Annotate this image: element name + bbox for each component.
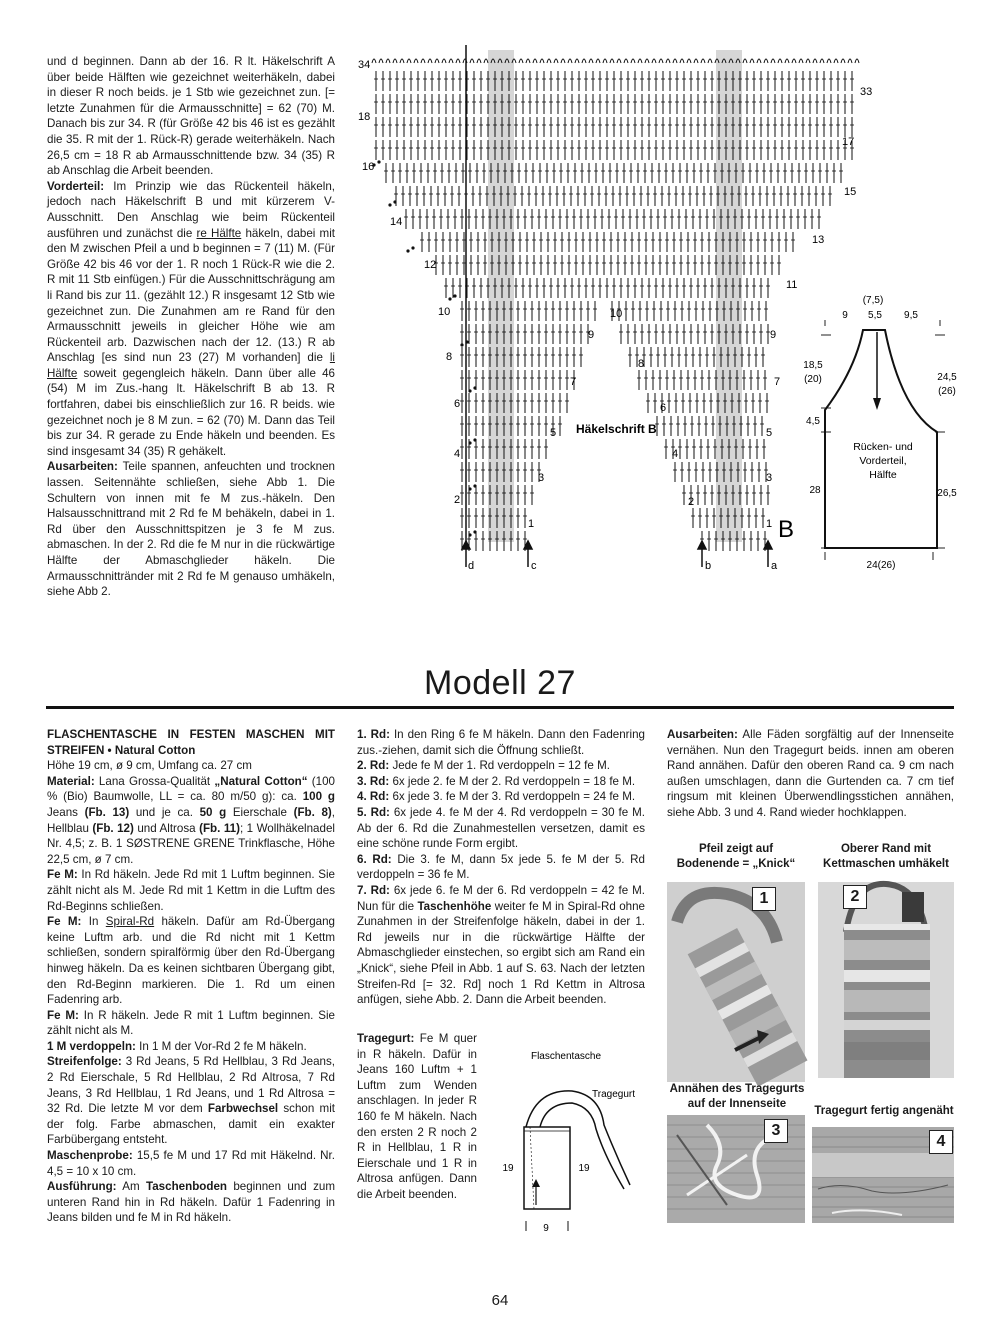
row-number: 3 [538,472,545,484]
round-text: In den Ring 6 fe M häkeln. Dann den Fadenring zus.-ziehen, damit sich die Öffnung schließt. [357,728,645,757]
row-number: 18 [358,111,371,123]
streifen-text: 3 Rd Jeans, 5 Rd Hellblau, 3 Rd Jeans, 2 Rd Eierschale, 5 Rd Hellblau, 2 Rd Altrosa, 7 Rd Jeans, 3 Rd Hellblau, 1 Rd Jeans, und 1 Rd Altrosa = 32 Rd. Die letzte M vor dem [47,1055,335,1116]
row-number: 7 [570,376,577,388]
material-paragraph [47,774,335,868]
stitch-mark [400,59,404,63]
stitch-mark [652,59,656,63]
stitch-mark [617,59,621,63]
row-number: 12 [424,259,437,271]
stitch-dot [377,160,380,163]
fe-m-text: In Rd häkeln. Jede Rd mit 1 Luftm beginnen. Sie zählt nicht als M. Jede Rd mit 1 Kettm in die Luftm des Rd-Beginns schließen. [47,868,335,913]
page-number: 64 [491,1292,509,1309]
paragraph-rueckenteil-end: und d beginnen. Dann ab der 16. R lt. Häkelschrift A über beide Hälften wie gezeichnet weiterhäkeln, dabei in dieser R noch beids. je 1 Stb wie gezeichnet zun. [= letzte Zunahmen für die Armausschnitte] = 62 (70) M. Danach bis zur 34. R (für Größe 42 bis 46 ist es gezählt die 35. R mit der 1. Rück-R) gerade weiterhäkeln. Nach 26,5 cm = 18 R ab Armausschnittende bzw. 34 (35) R ab Anschlag die Arbeit beenden. [47,55,335,178]
round-label: 5. Rd: [357,805,390,819]
stitch-mark [708,59,712,63]
stitch-mark [456,59,460,63]
arrow-label-b: b [705,560,712,572]
row-number: 9 [770,329,777,341]
streifenfolge [47,1054,335,1148]
vorderteil-text-a: Im Prinzip wie das Rückenteil häkeln, jedoch nach Häkelschrift B und mit kürzerem V-Ausschnitt. Den Anschlag wie beim Rückenteil ausführen und zunächst die [47,179,335,240]
sketch-strap-label: Tragegurt [592,1089,635,1100]
stitch-mark [435,59,439,63]
stitch-mark [393,59,397,63]
round-label: 6. Rd: [357,852,392,866]
photo-2-caption: Oberer Rand mit Kettmaschen umhäkelt [823,843,949,870]
row-number: 4 [672,448,679,460]
streifen-label: Streifenfolge: [47,1055,122,1069]
round-5 [357,805,645,852]
stitch-dot [393,200,396,203]
stitch-dot [468,441,471,444]
maschenprobe [47,1148,335,1179]
round-text: weiter fe M in Spiral-Rd ohne Zunahmen in der Streifenfolge häkeln, dabei in der 1. Rd jeweils nur in die rückwärtige Hälfte der Abmaschglieder einstechen, so ergibt sich am Rand ein „Knick“, siehe Pfeil in Abb. 1 auf S. 63. Nach der letzten Streifen-Rd [= 32. Rd] noch 1 Rd Kettm in Altrosa anfügen, siehe Abb. 2. Dann die Arbeit beenden. [357,899,646,1007]
stitch-mark [379,59,383,63]
stitch-mark [687,59,691,63]
photo-4-badge: 4 [929,1130,953,1154]
round-1 [357,727,645,758]
stitch-mark [470,59,474,63]
dim-right-2: (26) [938,386,956,397]
dim-right-3: 26,5 [937,488,957,499]
verdoppeln [47,1039,335,1055]
round-7 [357,883,645,1008]
row-number: 6 [660,402,667,414]
stitch-mark [764,59,768,63]
stitch-mark [813,59,817,63]
dim-left-2: (20) [804,374,822,385]
fe-m-rounds [47,867,335,914]
ausfuehrung-text: Am [116,1180,147,1194]
ausfuehrung [47,1179,335,1226]
stitch-mark [743,59,747,63]
material-text: Jeans [47,805,85,819]
dim-top-left: 9 [842,310,848,321]
stitch-mark [484,59,488,63]
stitch-mark [834,59,838,63]
stitch-mark [631,59,635,63]
material-text: 50 g [199,805,227,819]
stitch-mark [575,59,579,63]
stitch-dot [468,389,471,392]
row-number: 13 [812,234,825,246]
ausarbeiten-label: Ausarbeiten: [47,460,118,474]
stitch-mark [407,59,411,63]
stitch-mark [778,59,782,63]
stitch-mark [610,59,614,63]
row-number: 1 [528,518,535,530]
stitch-dot [460,343,463,346]
material-text: und Altrosa [133,821,200,835]
bag-sketch [480,1045,650,1235]
stitch-mark [666,59,670,63]
schematic-label-1: Rücken- und [853,441,913,453]
stitch-dot [473,484,476,487]
stitch-mark [820,59,824,63]
stitch-dot [411,246,414,249]
photo-4-caption: Tragegurt fertig angenäht [814,1105,954,1117]
stitch-mark [568,59,572,63]
photo-1-caption: Pfeil zeigt auf Bodenende = „Knick“ [676,843,796,870]
photo-1 [667,882,805,1082]
ausfuehrung-text: beginnen und zum unteren Rand hin in Rd häkeln. Dafür 1 Fadenring in Jeans bilden und fe M in Rd häkeln. [47,1180,335,1225]
stitch-mark [694,59,698,63]
vorderteil-label: Vorderteil: [47,179,105,193]
photo-2 [818,882,954,1078]
sketch-height-left: 19 [502,1163,514,1174]
row-number: 11 [786,279,798,291]
ausarbeiten-text: Teile spannen, anfeuchten und trocknen lassen. Seitennähte schließen, siehe Abb 1. Die Schultern von innen mit fe M zus.-häkeln. Den Halsausschnittrand mit 2 Rd fe M behäkeln, dabei in 1. Rd über den Ausschnittspitzen je 3 fe M zus. abmaschen. In der 2. Rd die fe M nur in die rückwärtige Hälfte der Abmaschglieder häkeln. Die Armausschnittränder mit 2 Rd fe M genauso umhäkeln, siehe Abb 2. [47,460,335,599]
material-text: (Fb. 11) [199,821,240,835]
ausarbeiten-label-2: Ausarbeiten: [667,728,738,741]
stitch-mark [533,59,537,63]
dim-top-right: 9,5 [904,310,918,321]
stitch-mark [603,59,607,63]
fe-m-text: In R häkeln. Jede R mit 1 Luftm beginnen. Sie zählt nicht als M. [47,1008,335,1038]
round-text: 6x jede 2. fe M der 2. Rd verdoppeln = 18 fe M. [389,774,636,788]
round-label: 3. Rd: [357,774,390,788]
photo-2-illustration [818,882,954,1078]
stitch-mark [477,59,481,63]
photo-2-badge: 2 [843,885,867,909]
stitch-mark [855,59,859,63]
fe-m-label: Fe M: [47,868,78,882]
stitch-mark [624,59,628,63]
title-rule [46,706,954,709]
ausarbeiten-text-2: Alle Fäden sorgfältig auf der Innenseite vernähen. Nun den Tragegurt beids. innen am oberen Rand annähen. Dafür den oberen Rand ca. 9 cm nach außen umschlagen, dann die Gurtenden ca. 7 cm tief ringsum mit kleinen Überwendlingsstichen annähen, siehe Abb. 3 und 4. Rand wieder hochklappen. [667,728,954,819]
row-number: 33 [860,86,873,98]
round-label: 7. Rd: [357,883,390,897]
stitch-mark [659,59,663,63]
stitch-dot [473,530,476,533]
stitch-mark [645,59,649,63]
row-number: 8 [638,358,645,370]
size-schematic [795,290,965,575]
stitch-mark [827,59,831,63]
verdoppeln-label: 1 M verdoppeln: [47,1039,136,1053]
material-text: „Natural Cotton“ [214,774,308,788]
stitch-mark [421,59,425,63]
stitch-dot [473,386,476,389]
maschenprobe-text: 15,5 fe M und 17 Rd mit Häkelnd. Nr. 4,5 = 10 x 10 cm. [47,1149,335,1178]
row-number: 10 [610,308,623,320]
material-text: , Hellblau [47,805,335,835]
farbwechsel-label: Farbwechsel [207,1102,279,1116]
ausfuehrung-label: Ausführung: [47,1180,117,1194]
chart-letter: B [778,516,795,543]
row-number: 1 [766,518,773,530]
stitch-mark [638,59,642,63]
arrow-label-d: d [468,560,475,572]
stitch-dot [473,438,476,441]
material-text: 100 g [302,790,335,804]
row-number: 7 [774,376,781,388]
dim-bottom: 24(26) [866,560,896,571]
material-text: Eierschale [226,805,294,819]
stitch-mark [519,59,523,63]
stitch-dot [388,203,391,206]
fe-m-label: Fe M: [47,1008,79,1022]
round-label: 4. Rd: [357,790,390,804]
dim-top-mid: 5,5 [868,310,882,321]
stitch-mark [799,59,803,63]
photo-1-badge: 1 [752,887,776,911]
top-left-text [47,54,335,600]
round-2 [357,758,645,774]
maschenprobe-label: Maschenprobe: [47,1149,133,1163]
column-2 [357,727,645,1008]
row-number: 2 [688,496,695,508]
stitch-dot [468,533,471,536]
material-text: (100 % (Bio) Baumwolle, LL = ca. 80 m/50 g): ca. [47,774,335,804]
sketch-width: 9 [543,1223,549,1234]
stitch-dot [468,487,471,490]
dim-left-4: 28 [809,485,821,496]
stitch-mark [680,59,684,63]
schematic-label-3: Hälfte [869,469,897,481]
schematic-label-2: Vorderteil, [859,455,907,467]
material-text: (Fb. 13) [84,805,130,819]
round-text: Jede fe M der 1. Rd verdoppeln = 12 fe M. [389,759,610,773]
stitch-mark [785,59,789,63]
sketch-height-right: 19 [578,1163,590,1174]
stitch-mark [673,59,677,63]
tragegurt-paragraph [357,1031,477,1203]
round-text: 6x jede 3. fe M der 3. Rd verdoppeln = 24 fe M. [389,790,636,804]
stitch-dot [448,297,451,300]
fe-m-rows [47,1008,335,1039]
stitch-dot [406,249,409,252]
pattern-size: Höhe 19 cm, ø 9 cm, Umfang ca. 27 cm [47,759,252,773]
stitch-mark [540,59,544,63]
row-number: 2 [454,494,461,506]
arrow-label-c: c [531,560,537,572]
round-label: 2. Rd: [357,759,390,773]
stitch-mark [848,59,852,63]
round-text: 6x jede 6. fe M der 6. Rd verdoppeln = 42 fe M. Nun für die [357,883,645,913]
material-text: Lana Grossa-Qualität [94,774,215,788]
photo-3-badge: 3 [764,1119,788,1143]
paragraph-vorderteil [47,179,335,460]
vorderteil-underline-1: re Hälfte [196,226,242,240]
stitch-mark [792,59,796,63]
round-text: 6x jede 4. fe M der 4. Rd verdoppeln = 30 fe M. Ab der 6. Rd die Zunahmestellen versetzen, damit es eine schöne runde Form ergibt. [357,805,645,851]
stitch-mark [386,59,390,63]
material-label: Material: [47,774,95,788]
stitch-mark [771,59,775,63]
dim-top-small: (7,5) [862,295,884,306]
row-number: 5 [550,427,557,439]
ausarbeiten-paragraph-2 [667,727,954,821]
row-number: 3 [766,472,773,484]
column-3 [667,727,954,821]
row-number: 6 [454,398,461,410]
tragegurt-label: Tragegurt: [357,1032,415,1045]
paragraph-ausarbeiten [47,459,335,599]
fe-m-text: In [81,915,106,929]
ausfuehrung-text: Taschenboden [146,1180,227,1194]
column-1 [47,727,335,1226]
stitch-mark [596,59,600,63]
fe-m-text: häkeln. Dafür am Rd-Übergang keine Luftm arb. und die Rd nicht mit 1 Kettm schließen, sondern spiralförmig über den Rd-Übergang hinweg häkeln. Da es keinen sichtbaren Übergang gibt, den Rd-Beginn markieren. Die 1. Rd um einen Fadenring arb. [47,915,335,1007]
stitch-mark [414,59,418,63]
verdoppeln-text: In 1 M der Vor-Rd 2 fe M häkeln. [135,1039,307,1053]
stitch-mark [449,59,453,63]
stitch-mark [372,59,376,63]
row-number: 16 [362,161,375,173]
stitch-mark [442,59,446,63]
material-text: (Fb. 12) [92,821,134,835]
round-label: 1. Rd: [357,728,390,741]
round-4 [357,789,645,805]
stitch-mark [806,59,810,63]
row-number: 14 [390,216,403,228]
row-number: 8 [446,351,453,363]
stitch-mark [526,59,530,63]
stitch-mark [582,59,586,63]
round-text: Taschenhöhe [417,899,492,913]
stitch-mark [554,59,558,63]
dim-right-1: 24,5 [937,372,957,383]
fe-m-label: Fe M: [47,915,82,929]
stitch-mark [701,59,705,63]
stitch-mark [750,59,754,63]
row-number: 4 [454,448,461,460]
dim-left-3: 4,5 [806,416,820,427]
material-text: und je ca. [129,805,200,819]
arrow-label-a: a [771,560,778,572]
tragegurt-text: Fe M quer in R häkeln. Dafür in Jeans 160 Luftm + 1 Luftm zum Wenden anschlagen. In jeder R 160 fe M häkeln. Nach den ersten 2 R noch 2 R in Hellblau, 1 R in Eierschale und 1 R in Altrosa anfügen. Dann die Arbeit beenden. [357,1032,477,1201]
chart-label: Häkelschrift B [576,422,657,436]
photo-3-caption: Annähen des Tragegurts auf der Innenseite [669,1083,805,1110]
stitch-dot [453,294,456,297]
fe-m-text: Spiral-Rd [105,915,155,929]
pattern-heading: FLASCHENTASCHE IN FESTEN MASCHEN MIT STREIFEN • Natural Cotton [47,728,335,757]
farbwechsel-text: schon mit der folg. Farbe abmaschen, damit ein exakter Farbübergang entsteht. [47,1102,335,1147]
vorderteil-text-c: soweit gegengleich häkeln. Dann über alle 46 (54) M im Zus.-hang lt. Häkelschrift B ab 13. R fortfahren, dabei bis einschließlich zur 16. R beids. wie gezeichnet noch je 8 M zun. = 62 (70) M. Dann das Teil bis zur 34. R gerade zu Ende häkeln und beenden. Es sind insgesamt 34 (35) R gehäkelt. [47,366,335,458]
stitch-mark [841,59,845,63]
round-text: Die 3. fe M, dann 5x jede 5. fe M der 5. Rd verdoppeln = 36 fe M. [357,852,645,882]
stitch-mark [428,59,432,63]
round-3 [357,774,645,790]
row-number: 15 [844,186,857,198]
row-number: 34 [358,59,371,71]
sketch-title: Flaschentasche [530,1051,602,1062]
photo-1-illustration [667,882,805,1082]
row-number: 5 [766,427,773,439]
dim-left-1: 18,5 [803,360,823,371]
vorderteil-underline-2: li Hälfte [47,351,335,380]
stitch-mark [589,59,593,63]
stitch-mark [547,59,551,63]
material-text: ; 1 Wollhäkelnadel Nr. 4,5; z. B. 1 SØSTRENE GRENE Trinkflasche, Höhe 22,5 cm, ø 7 cm. [47,821,335,866]
row-number: 9 [588,329,595,341]
stitch-mark [561,59,565,63]
round-6 [357,852,645,883]
model-title: Modell 27 [424,664,576,702]
row-number: 10 [438,306,451,318]
fe-m-spiral [47,914,335,1008]
material-text: (Fb. 8) [293,805,332,819]
row-number: 17 [842,136,855,148]
shaded-column [488,50,514,542]
vorderteil-text-b: häkeln, dabei mit den M zwischen Pfeil a und b beginnen = 7 (11) M. (Für Größe 42 bis 46 vor der 1. R noch 1 Rück-R wie die 2. R mit 11 Stb einfügen.) Für die Ausschnittschrägung am li Rand bis zur 11. (gezählt 12.) R insgesamt 12 Stb wie gezeichnet zun. Die Zunahmen am re Rand für den Armausschnitt jeweils in gleicher Höhe wie am Rückenteil arb. Dazwischen nach der 12. (13.) R ab Anschlag [es sind nun 23 (27) M vorhanden] die [47,226,335,365]
stitch-mark [757,59,761,63]
